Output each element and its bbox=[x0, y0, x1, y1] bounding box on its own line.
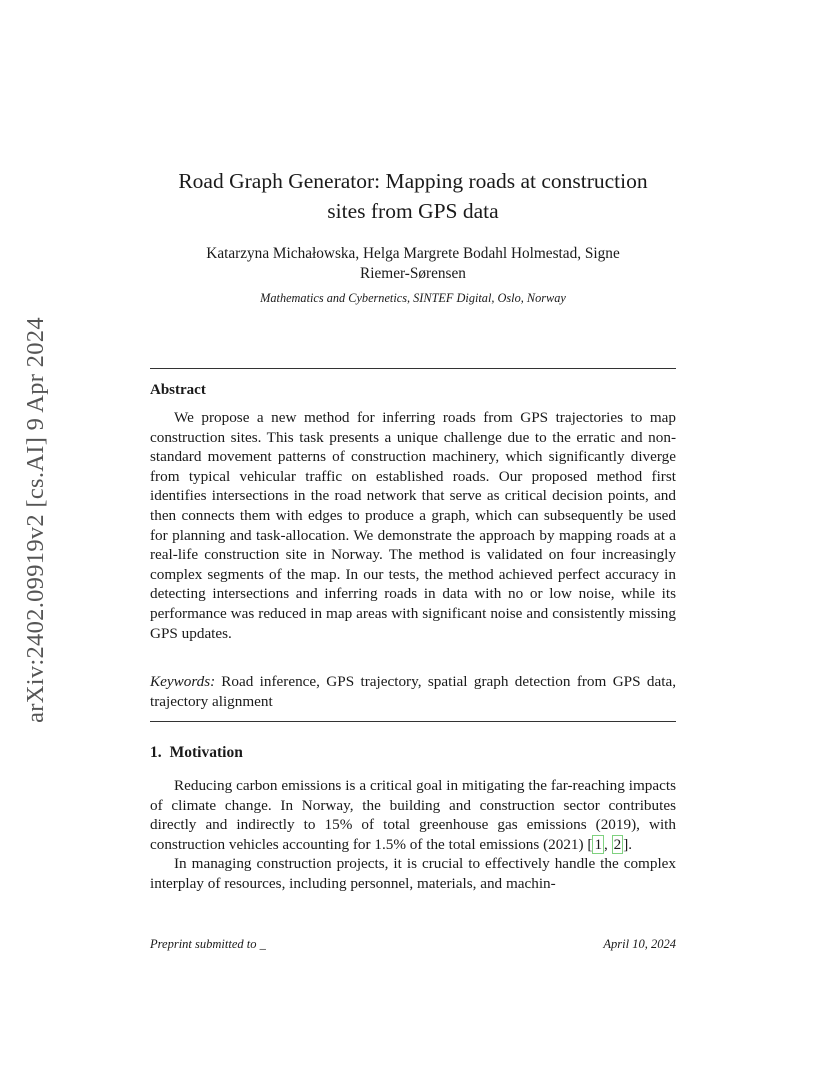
section-body bbox=[150, 776, 676, 894]
citation-separator: , bbox=[604, 835, 612, 853]
arxiv-identifier bbox=[20, 300, 52, 740]
top-divider bbox=[150, 368, 676, 369]
paragraph-1-end: ]. bbox=[623, 835, 633, 853]
footer-date: April 10, 2024 bbox=[603, 937, 676, 951]
title-line-1: Road Graph Generator: Mapping roads at construction bbox=[178, 169, 648, 193]
author-list bbox=[150, 244, 676, 284]
authors-line-2: Riemer-Sørensen bbox=[360, 265, 466, 282]
arxiv-id-text: arXiv:2402.09919v2 [cs.AI] 9 Apr 2024 bbox=[22, 317, 49, 723]
keywords-label: Keywords: bbox=[150, 673, 216, 690]
abstract-heading: Abstract bbox=[150, 382, 206, 398]
section-number: 1. bbox=[150, 744, 162, 761]
keywords-text: Road inference, GPS trajectory, spatial graph detection from GPS data, trajectory alignment bbox=[150, 673, 676, 710]
keywords bbox=[150, 672, 676, 711]
section-title: Motivation bbox=[169, 744, 243, 761]
abstract-text: We propose a new method for inferring roads from GPS trajectories to map construction sites. This task presents a unique challenge due to the erratic and non-standard movement patterns of construction machinery, which significantly diverge from typical vehicular traffic on established roads. Our proposed method first identifies intersections in the road network that serve as critical decision points, and then connects them with edges to produce a graph, which can subsequently be used for planning and task-allocation. We demonstrate the approach by mapping roads at a real-life construction site in Norway. The method is validated on four increasingly complex segments of the map. In our tests, the method achieved perfect accuracy in detecting intersections and inferring roads in data with no or low noise, while its performance was reduced in map areas with significant noise and consistently missing GPS updates. bbox=[150, 409, 676, 642]
citation-link-1[interactable]: 1 bbox=[594, 835, 603, 853]
paragraph-2: In managing construction projects, it is crucial to effectively handle the complex interplay of resources, including personnel, materials, and machin- bbox=[150, 855, 676, 892]
section-heading bbox=[150, 744, 243, 762]
paper-title bbox=[150, 166, 676, 226]
footer-preprint: Preprint submitted to _ bbox=[150, 937, 266, 951]
paragraph-1 bbox=[150, 776, 676, 854]
paragraph-1-text: Reducing carbon emissions is a critical goal in mitigating the far-reaching impacts of climate change. In Norway, the building and construction sector contributes directly and indirectly to 15% of total greenhouse gas emissions (2019), with construction vehicles accounting for 1.5% of the total emissions (2021) [ bbox=[150, 777, 676, 853]
authors-line-1: Katarzyna Michałowska, Helga Margrete Bodahl Holmestad, Signe bbox=[206, 245, 620, 262]
affiliation: Mathematics and Cybernetics, SINTEF Digital, Oslo, Norway bbox=[260, 291, 566, 305]
bottom-divider bbox=[150, 721, 676, 722]
title-line-2: sites from GPS data bbox=[327, 199, 499, 223]
citation-link-2[interactable]: 2 bbox=[613, 835, 622, 853]
